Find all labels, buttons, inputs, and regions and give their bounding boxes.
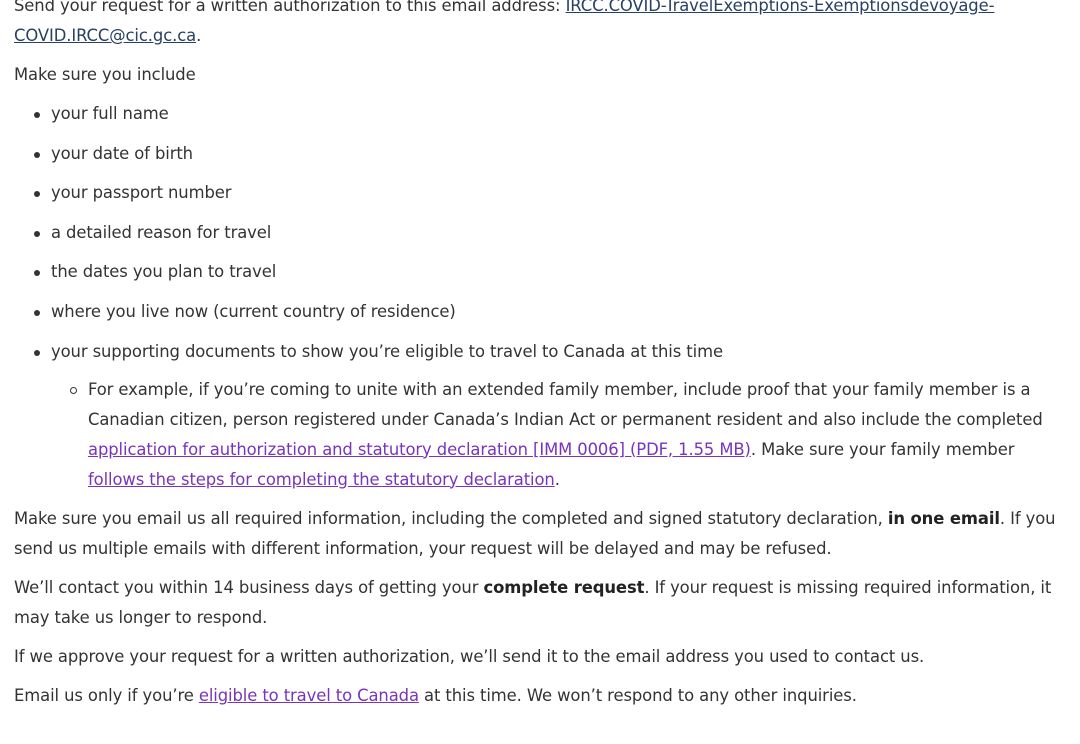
list-item-supporting-documents [14, 337, 1066, 495]
complete-request-bold: complete request [483, 578, 645, 598]
eligible-paragraph [14, 681, 1066, 711]
list-item-passport-number: your passport number [14, 178, 1066, 208]
statutory-declaration-steps-link[interactable]: follows the steps for completing the statutory declaration [88, 469, 555, 489]
include-list [14, 99, 1066, 495]
one-email-text-1: Make sure you email us all required information, including the completed and signed statutory declaration, [14, 509, 888, 529]
contact-text-1: We’ll contact you within 14 business days of getting your [14, 578, 484, 598]
list-item-residence: where you live now (current country of residence) [14, 297, 1066, 327]
list-item-date-of-birth: your date of birth [14, 139, 1066, 169]
list-item-reason-for-travel: a detailed reason for travel [14, 218, 1066, 248]
intro-text: Send your request for a written authorization to this email address: [14, 0, 566, 15]
one-email-paragraph [14, 504, 1066, 564]
approve-paragraph: If we approve your request for a written authorization, we’ll send it to the email address you used to contact us. [14, 647, 925, 667]
supporting-documents-text: your supporting documents to show you’re eligible to travel to Canada at this time [51, 341, 723, 361]
eligible-to-travel-link[interactable]: eligible to travel to Canada [198, 686, 419, 706]
list-item-travel-dates: the dates you plan to travel [14, 257, 1066, 287]
intro-period: . [196, 26, 202, 45]
example-text-3: . [554, 469, 560, 489]
eligible-text-1: Email us only if you’re [14, 686, 199, 706]
example-item [51, 375, 1066, 495]
one-email-text-2: . If you send us multiple emails with different information, your request will be delayed and may be refused. [14, 509, 1056, 559]
intro-paragraph [14, 0, 1066, 51]
example-text-2: . Make sure your family member [750, 439, 1015, 459]
imm-0006-form-link[interactable]: application for authorization and statutory declaration [IMM 0006] (PDF, 1.55 MB) [88, 439, 751, 459]
exemption-email-link[interactable]: IRCC.COVID-TravelExemptions-Exemptionsdevoyage-COVID.IRCC@cic.gc.ca [14, 0, 995, 45]
contact-paragraph [14, 573, 1066, 633]
example-text-1: For example, if you’re coming to unite with an extended family member, include proof that your family member is a Canadian citizen, person registered under Canada’s Indian Act or permanent resident and also include the completed [88, 379, 1043, 429]
include-heading: Make sure you include [14, 65, 196, 84]
list-item-full-name: your full name [14, 99, 1066, 129]
contact-text-2: . If your request is missing required information, it may take us longer to respond. [14, 578, 1052, 628]
one-email-bold: in one email [887, 509, 1000, 529]
example-sublist [51, 375, 1066, 495]
eligible-text-2: at this time. We won’t respond to any other inquiries. [418, 686, 857, 706]
